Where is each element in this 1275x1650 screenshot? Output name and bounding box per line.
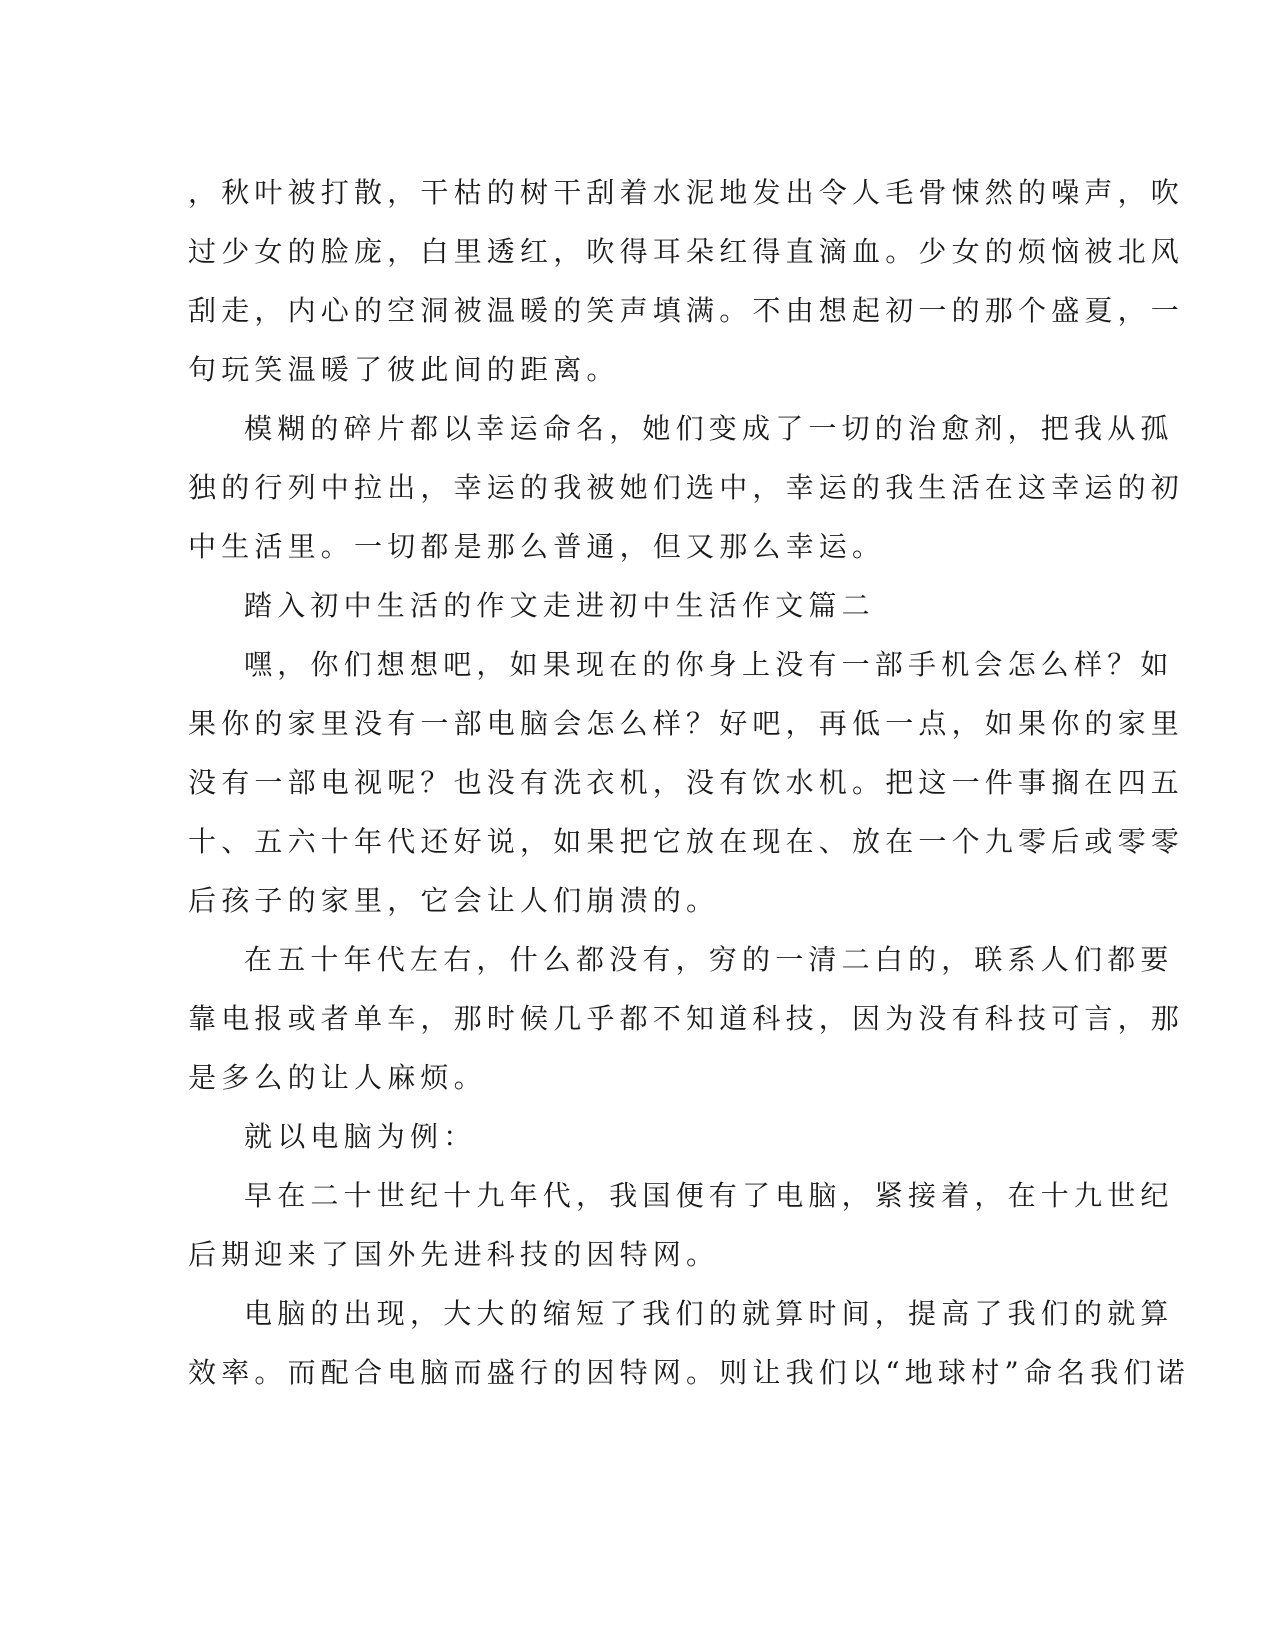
paragraph-7: [188, 1166, 1174, 1284]
text-line: 句玩笑温暖了彼此间的距离。: [188, 353, 620, 386]
text-line: 十、五六十年代还好说，如果把它放在现在、放在一个九零后或零零: [188, 825, 1185, 858]
paragraph-5: [188, 930, 1185, 1107]
text-line: 后孩子的家里，它会让人们崩溃的。: [188, 884, 720, 917]
text-line: 电脑的出现，大大的缩短了我们的就算时间，提高了我们的就算: [244, 1297, 1174, 1330]
paragraph-1: [188, 163, 1185, 399]
text-line: 踏入初中生活的作文走进初中生活作文篇二: [244, 589, 875, 622]
text-line: 是多么的让人麻烦。: [188, 1061, 487, 1094]
text-line: 没有一部电视呢？也没有洗衣机，没有饮水机。把这一件事搁在四五: [188, 766, 1185, 799]
text-line: 在五十年代左右，什么都没有，穷的一清二白的，联系人们都要: [244, 943, 1174, 976]
document-body: [188, 163, 1190, 1402]
paragraph-6: [188, 1107, 1068, 1166]
text-line: 果你的家里没有一部电脑会怎么样？好吧，再低一点，如果你的家里: [188, 707, 1185, 740]
text-line: 效率。而配合电脑而盛行的因特网。则让我们以“地球村”命名我们诺: [188, 1356, 1190, 1389]
text-line: 后期迎来了国外先进科技的因特网。: [188, 1238, 720, 1271]
text-line: ，秋叶被打散，干枯的树干刮着水泥地发出令人毛骨悚然的噪声，吹: [188, 176, 1185, 209]
text-line: 早在二十世纪十九年代，我国便有了电脑，紧接着，在十九世纪: [244, 1179, 1174, 1212]
text-line: 中生活里。一切都是那么普通，但又那么幸运。: [188, 530, 886, 563]
section-heading: [188, 576, 1068, 635]
paragraph-2: [188, 399, 1185, 576]
text-line: 刮走，内心的空洞被温暖的笑声填满。不由想起初一的那个盛夏，一: [188, 294, 1185, 327]
text-line: 嘿，你们想想吧，如果现在的你身上没有一部手机会怎么样？如: [244, 648, 1174, 681]
text-line: 靠电报或者单车，那时候几乎都不知道科技，因为没有科技可言，那: [188, 1002, 1185, 1035]
paragraph-4: [188, 635, 1185, 930]
text-line: 就以电脑为例：: [244, 1120, 477, 1153]
text-line: 独的行列中拉出，幸运的我被她们选中，幸运的我生活在这幸运的初: [188, 471, 1185, 504]
text-line: 模糊的碎片都以幸运命名，她们变成了一切的治愈剂，把我从孤: [244, 412, 1174, 445]
paragraph-8: [188, 1284, 1190, 1402]
text-line: 过少女的脸庞，白里透红，吹得耳朵红得直滴血。少女的烦恼被北风: [188, 235, 1185, 268]
